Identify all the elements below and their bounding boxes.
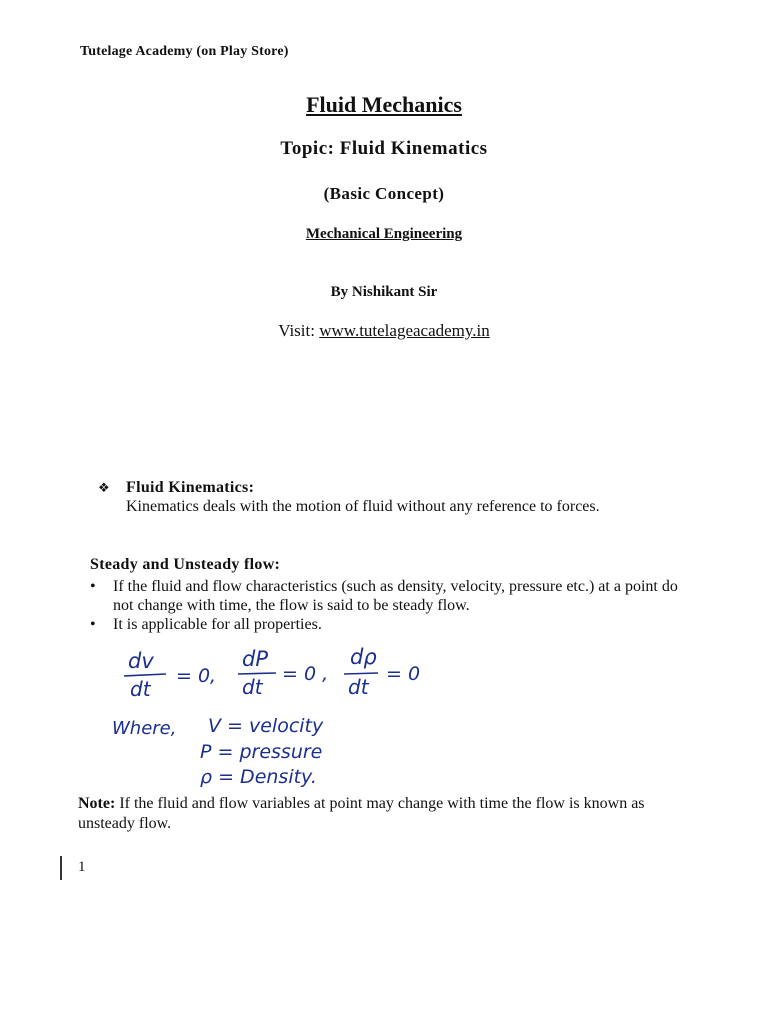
section-heading-steady-flow: Steady and Unsteady flow: [90,556,281,573]
page-title: Fluid Mechanics [306,92,462,117]
eq1-denominator: dt [130,677,151,701]
website-link[interactable]: www.tutelageacademy.in [319,321,490,340]
visit-line [0,321,768,341]
eq2-rhs: = 0 , [282,663,329,685]
note-paragraph [78,794,678,834]
list-item: • It is applicable for all properties. [90,615,700,634]
page-number: 1 [78,859,86,875]
definition-density: ρ = Density. [200,766,317,788]
eq3-numerator: dρ [350,645,377,669]
handwritten-notes [100,640,460,790]
topic-heading: Topic: Fluid Kinematics [280,138,488,159]
diamond-bullet-icon: ❖ [98,480,110,495]
header-brand: Tutelage Academy (on Play Store) [80,44,289,59]
eq3-rhs: = 0 [386,663,421,685]
eq1-fraction-bar [124,674,166,676]
section-heading-kinematics: Fluid Kinematics: [126,479,255,496]
visit-label: Visit: [278,321,320,340]
list-item: • If the fluid and flow characteristics (such as density, velocity, pressure etc.) at a point do not change with time, the flow is said to be steady flow. [90,577,700,615]
note-label: Note: [78,795,116,812]
eq2-numerator: dP [242,647,268,671]
definition-velocity: V = velocity [208,715,324,737]
page-margin-bar [60,856,62,880]
note-text: If the fluid and flow variables at point may change with time the flow is known as unsteady flow. [78,795,645,832]
eq1-numerator: dv [128,649,154,673]
eq3-denominator: dt [348,675,369,699]
eq1-rhs: = 0, [176,665,217,687]
section-text-kinematics: Kinematics deals with the motion of fluid without any reference to forces. [126,498,600,515]
subtitle: (Basic Concept) [323,184,445,203]
definition-pressure: P = pressure [200,741,323,763]
where-label: Where, [112,718,177,739]
steady-flow-list [90,577,700,634]
eq2-fraction-bar [238,673,276,674]
eq3-fraction-bar [344,673,378,674]
author: By Nishikant Sir [330,284,438,300]
eq2-denominator: dt [242,675,263,699]
department: Mechanical Engineering [305,226,463,242]
